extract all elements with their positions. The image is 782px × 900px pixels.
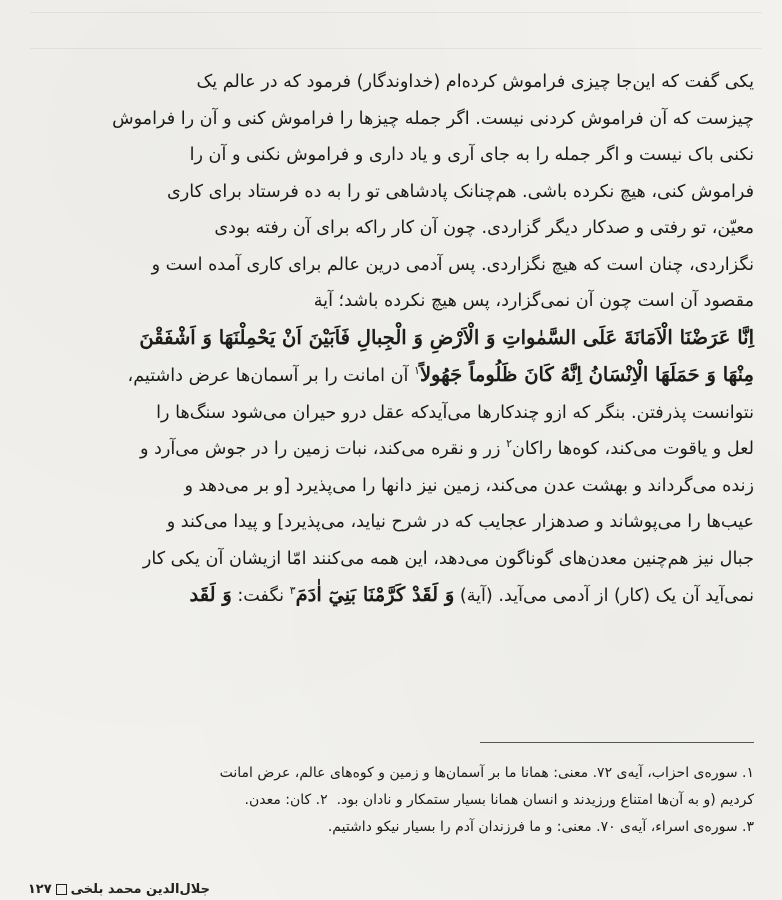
footnote-line xyxy=(42,787,754,814)
page-number: ۱۲۷ xyxy=(27,882,52,897)
text-line: مقصود آن است چون آن نمی‌گزارد، پس هیچ نکرده باشد؛ آیة xyxy=(313,291,754,311)
text-line: نتوانست پذرفتن. بنگر که ازو چندکارها می‌آیدکه عقل درو حیران می‌شود سنگ‌ها را xyxy=(156,402,754,423)
footnote-1-continued: کردیم (و به آن‌ها امتناع ورزیدند و انسان همانا بسیار ستمکار و نادان بود. xyxy=(336,792,754,808)
text-fragment: نمی‌آید آن یک (کار) از آدمی می‌آید. (آیة) xyxy=(454,586,754,606)
text-line xyxy=(42,431,754,468)
quran-verse: اِنَّا عَرَضْنَا الْاَمَانَةَ عَلَى السَّمٰواتِ وَ الْاَرْضِ وَ الْجِبالِ فَاَبَيْنَ اَنْ يَحْمِلْنَهَا وَ اَشْفَقْنَ xyxy=(139,325,754,349)
footnote-1: ۱. سوره‌ی احزاب، آیه‌ی ۷۲. معنی: همانا ما بر آسمان‌ها و زمین و کوه‌های عالم، عرض امانت xyxy=(219,765,754,781)
text-line: نکنی باک نیست و اگر جمله را به جای آری و یاد داری و فراموش نکنی و آن را xyxy=(189,145,754,165)
quran-verse-line xyxy=(42,320,754,358)
show-through-line xyxy=(30,38,762,49)
footnote-marker: ۳ xyxy=(289,584,296,598)
text-line: چیزست که آن فراموش کردنی نیست. اگر جمله چیزها را فراموش کنی و آن را فراموش xyxy=(112,108,754,129)
verse-translation: آن امانت را بر آسمان‌ها عرض داشتیم، xyxy=(127,366,415,386)
text-line: معیّن، تو رفتی و صدکار دیگر گزاردی. چون آن کار راکه برای آن رفته بودی xyxy=(214,218,754,238)
text-line: یکی گفت که این‌جا چیزی فراموش کرده‌ام (خداوندگار) فرمود که در عالم یک xyxy=(196,72,754,92)
quran-verse: مِنْهَا وَ حَمَلَهَا الْاِنْسَانُ اِنَّهُ كَانَ ظَلُوماً جَهُولاً xyxy=(419,363,754,386)
text-line: جبال نیز هم‌چنین معدن‌های گوناگون می‌دهد، این همه می‌کنند امّا ازیشان آن یکی کار xyxy=(142,548,754,569)
text-line xyxy=(42,577,754,615)
show-through-line xyxy=(30,2,762,13)
footnote-marker: ۱ xyxy=(414,364,420,378)
footnote-marker: ۲ xyxy=(506,437,512,451)
text-fragment: زر و نقره می‌کند، نبات زمین را در جوش می‌آرد و xyxy=(139,439,507,459)
text-line: فراموش کنی، هیچ نکرده باشی. هم‌چنانک پادشاهی تو را به ده فرستاد برای کاری xyxy=(167,181,754,202)
square-ornament-icon xyxy=(56,884,67,895)
text-fragment: لعل و یاقوت می‌کند، کوه‌ها راکان xyxy=(512,439,754,459)
footnote-2: ۲. کان: معدن. xyxy=(244,792,328,808)
quran-verse: وَ لَقَدْ كَرَّمْنَا بَنِيٓ اٰدَمَ xyxy=(295,583,455,606)
text-line: نگزاردی، چنان است که هیچ نگزاردی. پس آدمی درین عالم برای کاری آمده است و xyxy=(151,254,754,275)
text-fragment: نگفت: xyxy=(231,586,290,606)
text-line: عیب‌ها را می‌پوشاند و صدهزار عجایب که در شرح نیاید، می‌پذیرد] و پیدا می‌کند و xyxy=(166,512,754,532)
quran-verse-line xyxy=(42,357,754,395)
running-footer xyxy=(20,882,210,900)
main-text xyxy=(42,64,754,615)
footnote-divider xyxy=(480,742,754,743)
book-title: جلال‌الدین محمد بلخی xyxy=(70,882,210,897)
footnotes xyxy=(42,760,754,841)
text-line: زنده می‌گرداند و بهشت عدن می‌کند، زمین نیز دانها را می‌پذیرد [و بر می‌دهد و xyxy=(184,475,754,496)
quran-verse: وَ لَقَد xyxy=(189,583,232,606)
footnote-3: ۳. سوره‌ی اسراء، آیه‌ی ۷۰. معنی: و ما فرزندان آدم را بسیار نیکو داشتیم. xyxy=(327,819,754,835)
